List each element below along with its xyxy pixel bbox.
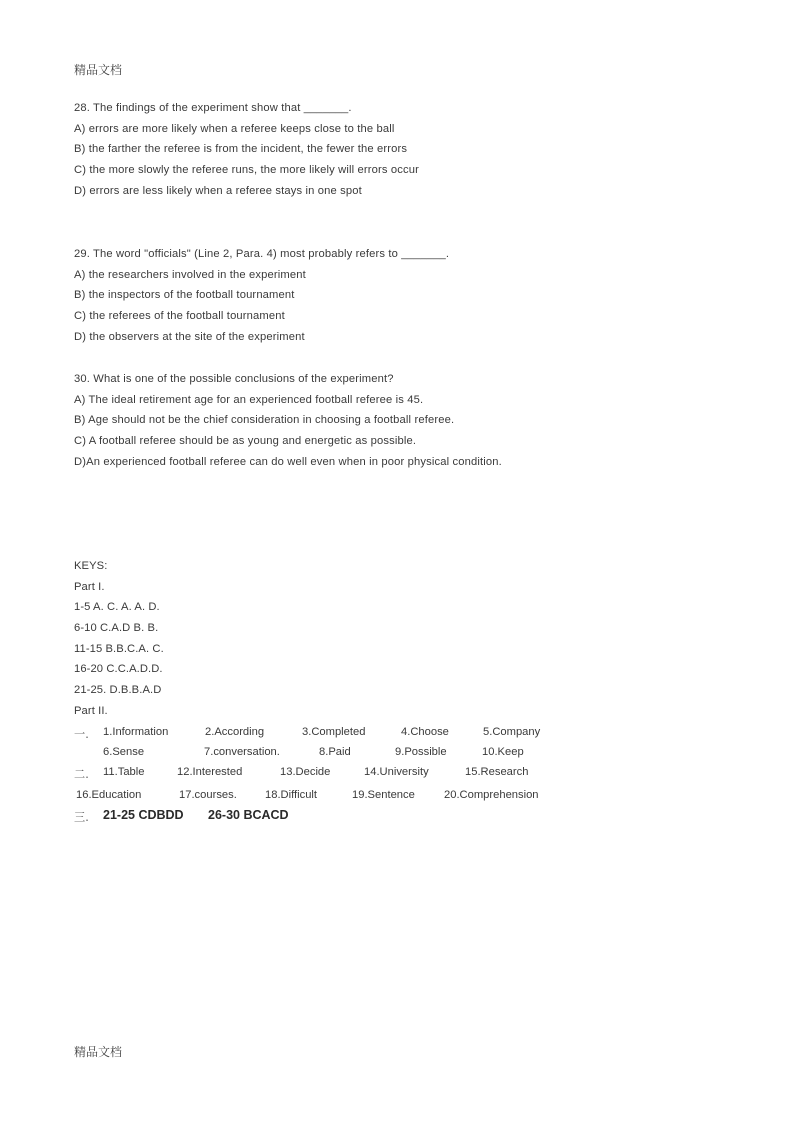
sec2-row1 xyxy=(74,766,774,786)
option-c: C) A football referee should be as young and energetic as possible. xyxy=(74,435,417,448)
sec2-mark: 二. xyxy=(74,768,89,781)
part1-line: 21-25. D.B.B.A.D xyxy=(74,684,162,697)
part1-label: Part I. xyxy=(74,580,105,593)
answer-word: 4.Choose xyxy=(401,726,449,738)
option-c: C) the more slowly the referee runs, the more likely will errors occur xyxy=(74,164,419,177)
part2-label: Part II. xyxy=(74,704,108,717)
sec3-mark: 三. xyxy=(74,811,89,824)
answer-keys xyxy=(74,556,164,722)
answer-word: 3.Completed xyxy=(302,726,366,738)
sec1-row1 xyxy=(74,726,774,746)
answer-word: 17.courses. xyxy=(179,789,237,801)
question-29 xyxy=(74,244,449,347)
option-d: D) errors are less likely when a referee stays in one spot xyxy=(74,184,362,197)
page-footer: 精品文档 xyxy=(74,1045,123,1059)
answer-word: 2.According xyxy=(205,726,265,738)
question-stem: 29. The word "officials" (Line 2, Para. 4) most probably refers to _______. xyxy=(74,248,450,260)
option-a: A) the researchers involved in the experiment xyxy=(74,268,306,281)
option-b: B) Age should not be the chief consideration in choosing a football referee. xyxy=(74,414,455,427)
part1-line: 6-10 C.A.D B. B. xyxy=(74,622,159,635)
answer-word: 10.Keep xyxy=(482,746,524,758)
question-stem: 28. The findings of the experiment show that _______. xyxy=(74,102,352,114)
sec3-row xyxy=(74,808,774,830)
question-stem: 30. What is one of the possible conclusions of the experiment? xyxy=(74,373,394,385)
keys-title: KEYS: xyxy=(74,560,108,572)
answer-word: 8.Paid xyxy=(319,746,351,758)
answer-word: 5.Company xyxy=(483,726,541,738)
answer-word: 19.Sentence xyxy=(352,789,415,801)
answer-group: 26-30 BCACD xyxy=(208,808,289,822)
sec2-row2 xyxy=(74,789,774,809)
answer-word: 1.Information xyxy=(103,726,169,738)
answer-word: 6.Sense xyxy=(103,746,145,758)
option-a: A) The ideal retirement age for an experienced football referee is 45. xyxy=(74,393,424,406)
answer-group: 21-25 CDBDD xyxy=(103,808,184,822)
answer-word: 16.Education xyxy=(76,789,142,801)
option-d: D) the observers at the site of the experiment xyxy=(74,330,305,343)
answer-word: 7.conversation. xyxy=(204,746,280,758)
part1-line: 1-5 A. C. A. A. D. xyxy=(74,601,160,614)
question-28 xyxy=(74,98,419,201)
option-b: B) the farther the referee is from the incident, the fewer the errors xyxy=(74,143,408,156)
sec1-mark: 一. xyxy=(74,728,89,741)
part1-line: 11-15 B.B.C.A. C. xyxy=(74,642,164,655)
page-header: 精品文档 xyxy=(74,63,123,77)
answer-word: 11.Table xyxy=(103,766,145,778)
answer-word: 12.Interested xyxy=(177,766,243,778)
answer-word: 15.Research xyxy=(465,766,529,778)
option-c: C) the referees of the football tournament xyxy=(74,310,285,323)
option-a: A) errors are more likely when a referee keeps close to the ball xyxy=(74,122,395,135)
part1-line: 16-20 C.C.A.D.D. xyxy=(74,663,163,676)
option-d: D)An experienced football referee can do well even when in poor physical condition. xyxy=(74,455,502,468)
sec1-row2 xyxy=(74,746,774,766)
answer-word: 18.Difficult xyxy=(265,789,318,801)
answer-word: 9.Possible xyxy=(395,746,447,758)
answer-word: 20.Comprehension xyxy=(444,789,539,801)
answer-word: 14.University xyxy=(364,766,429,778)
answer-word: 13.Decide xyxy=(280,766,331,778)
question-30 xyxy=(74,369,502,472)
option-b: B) the inspectors of the football tournament xyxy=(74,289,295,302)
